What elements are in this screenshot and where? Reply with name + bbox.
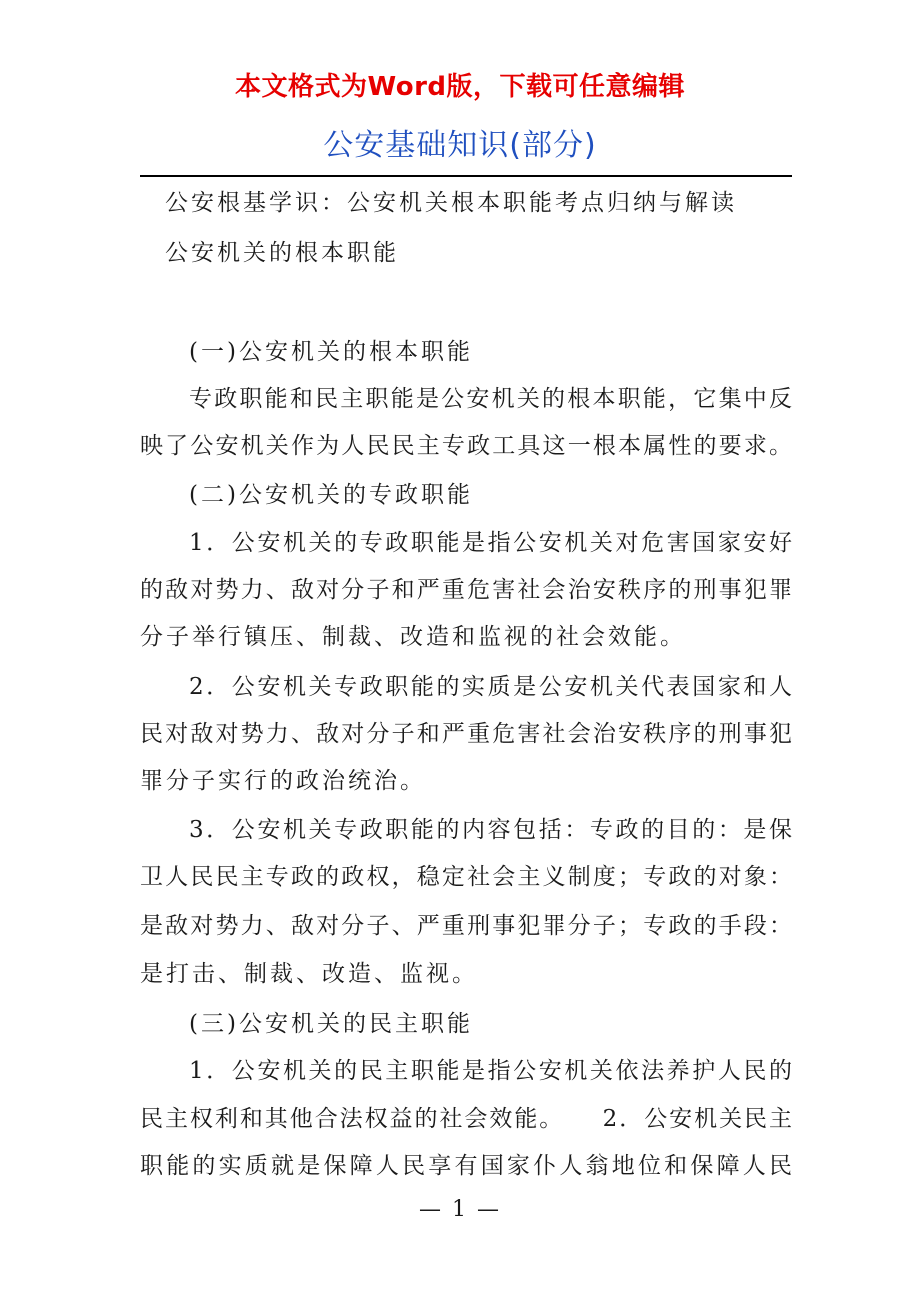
paragraph-line: 分子举行镇压、制裁、改造和监视的社会效能。 (140, 624, 686, 650)
paragraph-line: 是打击、制裁、改造、监视。 (140, 961, 478, 987)
title-divider (140, 175, 792, 177)
paragraph-line: 是敌对势力、敌对分子、严重刑事犯罪分子；专政的手段： (140, 913, 792, 939)
paragraph-line: 映了公安机关作为人民民主专政工具这一根本属性的要求。 (140, 433, 792, 459)
paragraph-line: 专政职能和民主职能是公安机关的根本职能，它集中反 (189, 386, 792, 412)
paragraph-line: 卫人民民主专政的政权，稳定社会主义制度；专政的对象： (140, 864, 792, 890)
document-title: 公安基础知识(部分) (323, 128, 597, 163)
paragraph-line: 职能的实质就是保障人民享有国家仆人翁地位和保障人民 (140, 1153, 792, 1179)
section-heading: (一)公安机关的根本职能 (189, 339, 473, 365)
section-heading: (二)公安机关的专政职能 (189, 482, 473, 508)
word-format-banner: 本文格式为Word版，下载可任意编辑 (234, 72, 686, 102)
paragraph-line: 罪分子实行的政治统治。 (140, 768, 426, 794)
page-number: — 1 — (419, 1197, 501, 1222)
paragraph-line: 民对敌对势力、敌对分子和严重危害社会治安秩序的刑事犯 (140, 721, 792, 747)
subtitle-line: 公安机关的根本职能 (165, 240, 399, 266)
paragraph-line: 2．公安机关专政职能的实质是公安机关代表国家和人 (189, 674, 792, 700)
paragraph-line: 1．公安机关的专政职能是指公安机关对危害国家安好 (189, 530, 792, 556)
subtitle-line: 公安根基学识：公安机关根本职能考点归纳与解读 (165, 190, 737, 216)
paragraph-line: 的敌对势力、敌对分子和严重危害社会治安秩序的刑事犯罪 (140, 577, 792, 603)
section-heading: (三)公安机关的民主职能 (189, 1011, 473, 1037)
paragraph-line: 1．公安机关的民主职能是指公安机关依法养护人民的 (189, 1058, 792, 1084)
paragraph-line: 3．公安机关专政职能的内容包括：专政的目的：是保 (189, 817, 792, 843)
paragraph-line: 民主权利和其他合法权益的社会效能。 2．公安机关民主 (140, 1106, 792, 1132)
